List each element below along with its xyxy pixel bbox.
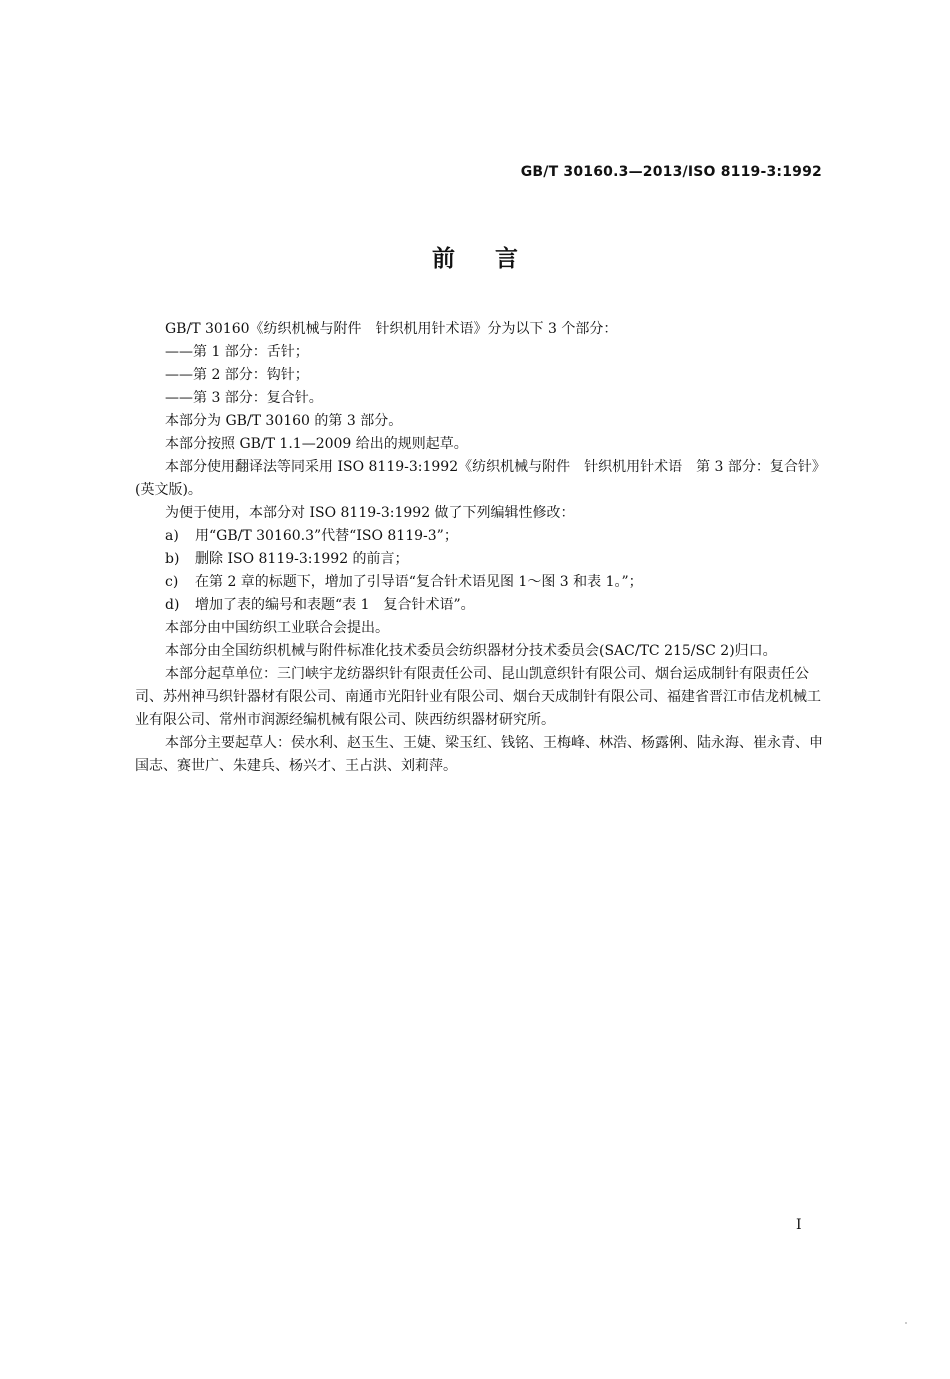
item-label: c): [165, 574, 179, 590]
item-text: 用“GB/T 30160.3”代替“ISO 8119-3”；: [195, 528, 458, 544]
paragraph-drafters: 本部分主要起草人：侯水利、赵玉生、王婕、梁玉红、钱铭、王梅峰、林浩、杨露俐、陆永海、崔永青、申国志、赛世广、朱建兵、杨兴才、王占洪、刘莉萍。: [135, 735, 823, 774]
part-3-item: ——第 3 部分：复合针。: [165, 390, 323, 406]
paragraph-modifications-intro: 为便于使用，本部分对 ISO 8119-3:1992 做了下列编辑性修改：: [165, 505, 575, 521]
paragraph-drafting-units: 本部分起草单位：三门峡宇龙纺器织针有限责任公司、昆山凯意织针有限公司、烟台运成制针有限责任公司、苏州神马织针器材有限公司、南通市光阳针业有限公司、烟台天成制针有限公司、福建省晋江市佶龙机械工业有限公司、常州市润源经编机械有限公司、陕西纺织器材研究所。: [135, 666, 821, 728]
modification-item-c: [135, 571, 823, 594]
modification-item-d: [135, 594, 823, 617]
page-title: 前言: [432, 246, 558, 272]
paragraph-administration: 本部分由全国纺织机械与附件标准化技术委员会纺织器材分技术委员会(SAC/TC 215/SC 2)归口。: [165, 643, 777, 659]
item-text: 在第 2 章的标题下，增加了引导语“复合针术语见图 1～图 3 和表 1。”；: [195, 574, 643, 590]
item-label: a): [165, 528, 179, 544]
part-2-item: ——第 2 部分：钩针；: [165, 367, 309, 383]
paragraph-proposer: 本部分由中国纺织工业联合会提出。: [165, 620, 389, 636]
scan-speck: [905, 1322, 907, 1324]
item-label: b): [165, 551, 180, 567]
foreword-body: [135, 318, 823, 778]
item-text: 删除 ISO 8119-3:1992 的前言；: [195, 551, 409, 567]
paragraph-part-statement: 本部分为 GB/T 30160 的第 3 部分。: [165, 413, 403, 429]
paragraph-drafting-rules: 本部分按照 GB/T 1.1—2009 给出的规则起草。: [165, 436, 468, 452]
item-text: 增加了表的编号和表题“表 1 复合针术语”。: [195, 597, 475, 613]
paragraph-adoption: 本部分使用翻译法等同采用 ISO 8119-3:1992《纺织机械与附件 针织机用针术语 第 3 部分：复合针》(英文版)。: [135, 459, 819, 498]
standard-code: GB/T 30160.3—2013/ISO 8119-3:1992: [520, 164, 822, 180]
paragraph-parts-intro: GB/T 30160《纺织机械与附件 针织机用针术语》分为以下 3 个部分：: [165, 321, 618, 337]
modification-item-a: [135, 525, 823, 548]
part-1-item: ——第 1 部分：舌针；: [165, 344, 309, 360]
page-number: I: [796, 1217, 802, 1233]
modification-item-b: [135, 548, 823, 571]
item-label: d): [165, 597, 180, 613]
